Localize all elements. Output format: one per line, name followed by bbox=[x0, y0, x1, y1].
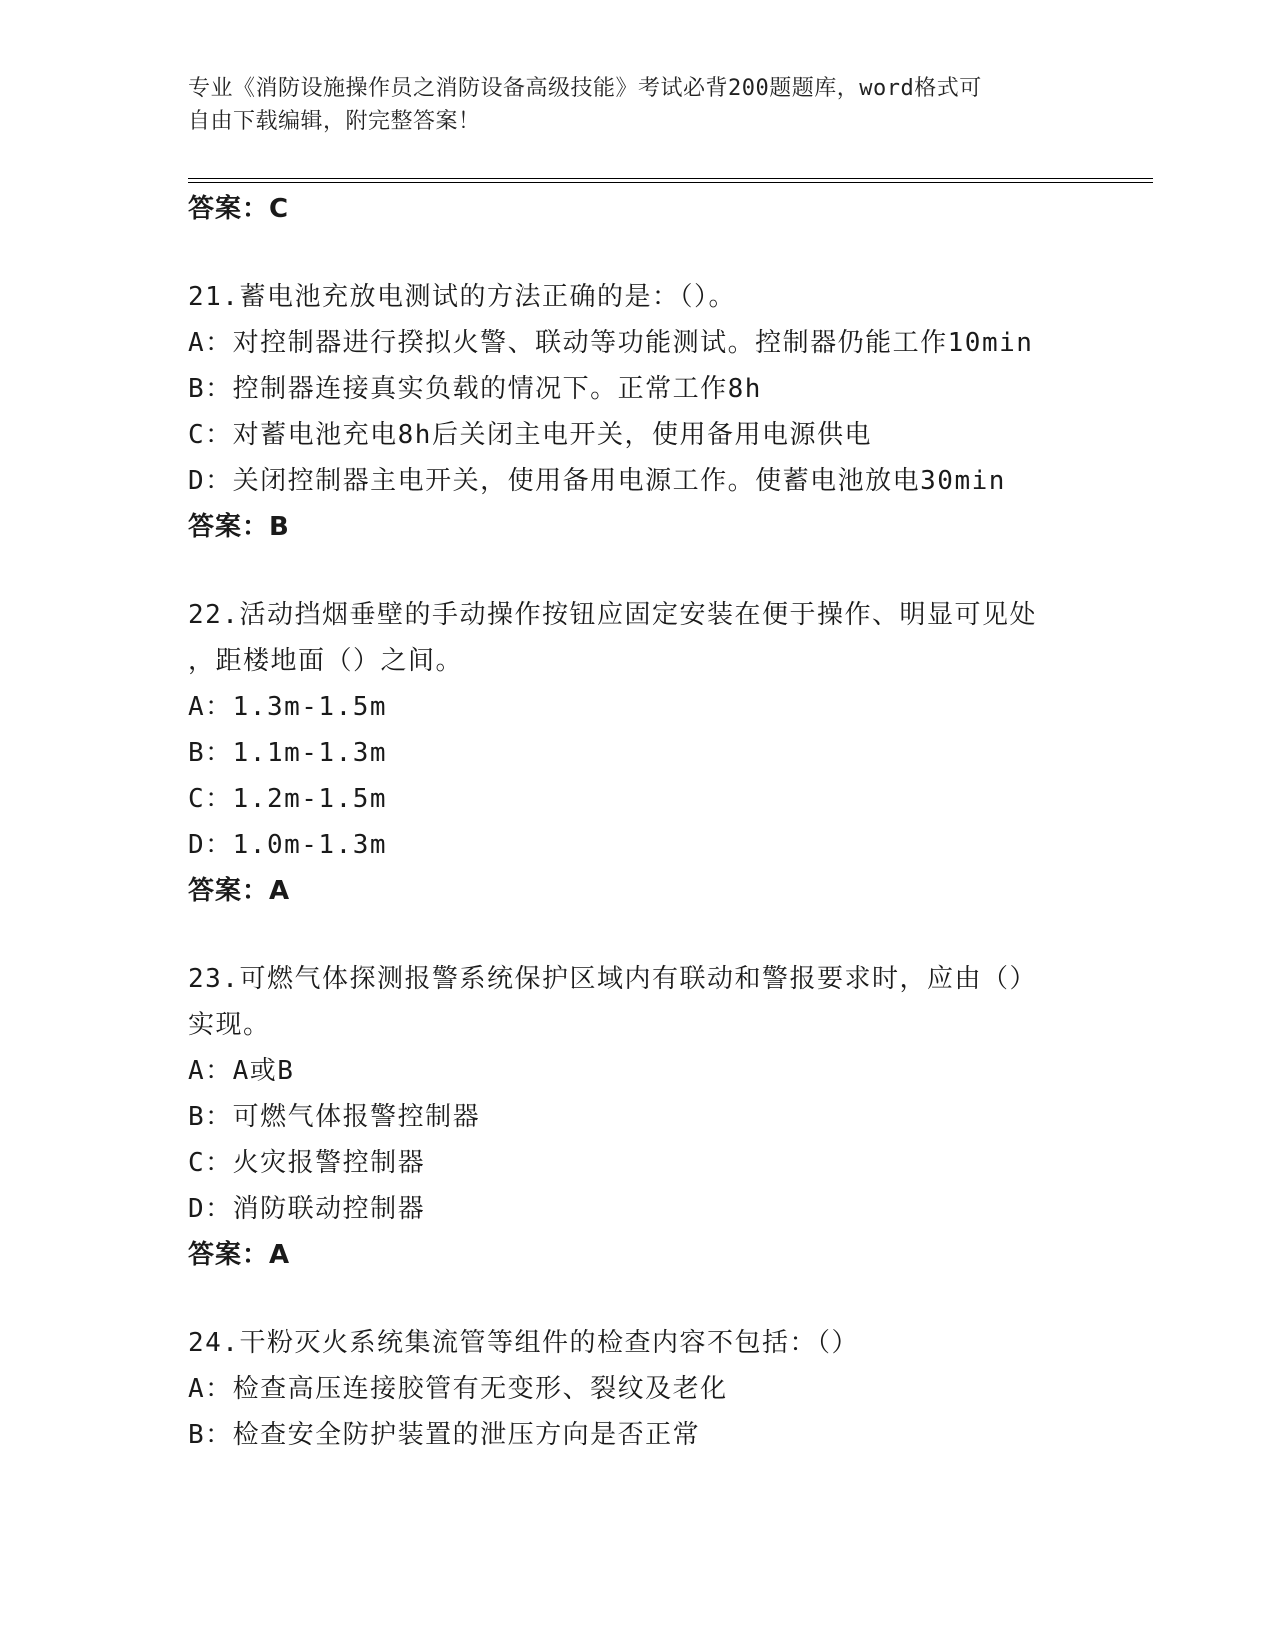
option-a: A：对控制器进行揆拟火警、联动等功能测试。控制器仍能工作10min bbox=[188, 328, 1034, 358]
answer: 答案：A bbox=[188, 876, 291, 906]
answer: 答案：A bbox=[188, 1240, 291, 1270]
question-stem: 24.干粉灭火系统集流管等组件的检查内容不包括：（） bbox=[188, 1328, 859, 1358]
spacer bbox=[188, 914, 1148, 956]
option-a: A：A或B bbox=[188, 1056, 295, 1086]
option-a: A：1.3m-1.5m bbox=[188, 692, 388, 722]
option-b: B：控制器连接真实负载的情况下。正常工作8h bbox=[188, 374, 762, 404]
question-23 bbox=[188, 956, 1148, 1278]
question-21 bbox=[188, 274, 1148, 550]
option-c: C：火灾报警控制器 bbox=[188, 1148, 426, 1178]
header-divider bbox=[188, 178, 1153, 183]
question-stem: 23.可燃气体探测报警系统保护区域内有联动和警报要求时，应由（） bbox=[188, 964, 1037, 994]
option-d: D：消防联动控制器 bbox=[188, 1194, 426, 1224]
question-stem: 21.蓄电池充放电测试的方法正确的是：（）。 bbox=[188, 282, 736, 312]
spacer bbox=[188, 232, 1148, 274]
question-stem-cont: 实现。 bbox=[188, 1010, 271, 1040]
answer: 答案：B bbox=[188, 512, 290, 542]
spacer bbox=[188, 550, 1148, 592]
option-c: C：1.2m-1.5m bbox=[188, 784, 388, 814]
question-stem: 22.活动挡烟垂壁的手动操作按钮应固定安装在便于操作、明显可见处 bbox=[188, 600, 1037, 630]
spacer bbox=[188, 1278, 1148, 1320]
option-b: B：1.1m-1.3m bbox=[188, 738, 388, 768]
option-d: D：1.0m-1.3m bbox=[188, 830, 388, 860]
question-stem-cont: ，距楼地面（）之间。 bbox=[188, 646, 464, 676]
option-d: D：关闭控制器主电开关，使用备用电源工作。使蓄电池放电30min bbox=[188, 466, 1006, 496]
document-header bbox=[188, 72, 1088, 138]
question-22 bbox=[188, 592, 1148, 914]
option-b: B：可燃气体报警控制器 bbox=[188, 1102, 481, 1132]
document-body bbox=[188, 186, 1148, 1458]
header-line-2: 自由下载编辑，附完整答案！ bbox=[188, 109, 481, 134]
answer-q20: 答案：C bbox=[188, 194, 290, 224]
header-line-1: 专业《消防设施操作员之消防设备高级技能》考试必背200题题库，word格式可 bbox=[188, 76, 982, 101]
option-a: A：检查高压连接胶管有无变形、裂纹及老化 bbox=[188, 1374, 728, 1404]
option-c: C：对蓄电池充电8h后关闭主电开关，使用备用电源供电 bbox=[188, 420, 872, 450]
option-b: B：检查安全防护装置的泄压方向是否正常 bbox=[188, 1420, 701, 1450]
question-24 bbox=[188, 1320, 1148, 1458]
